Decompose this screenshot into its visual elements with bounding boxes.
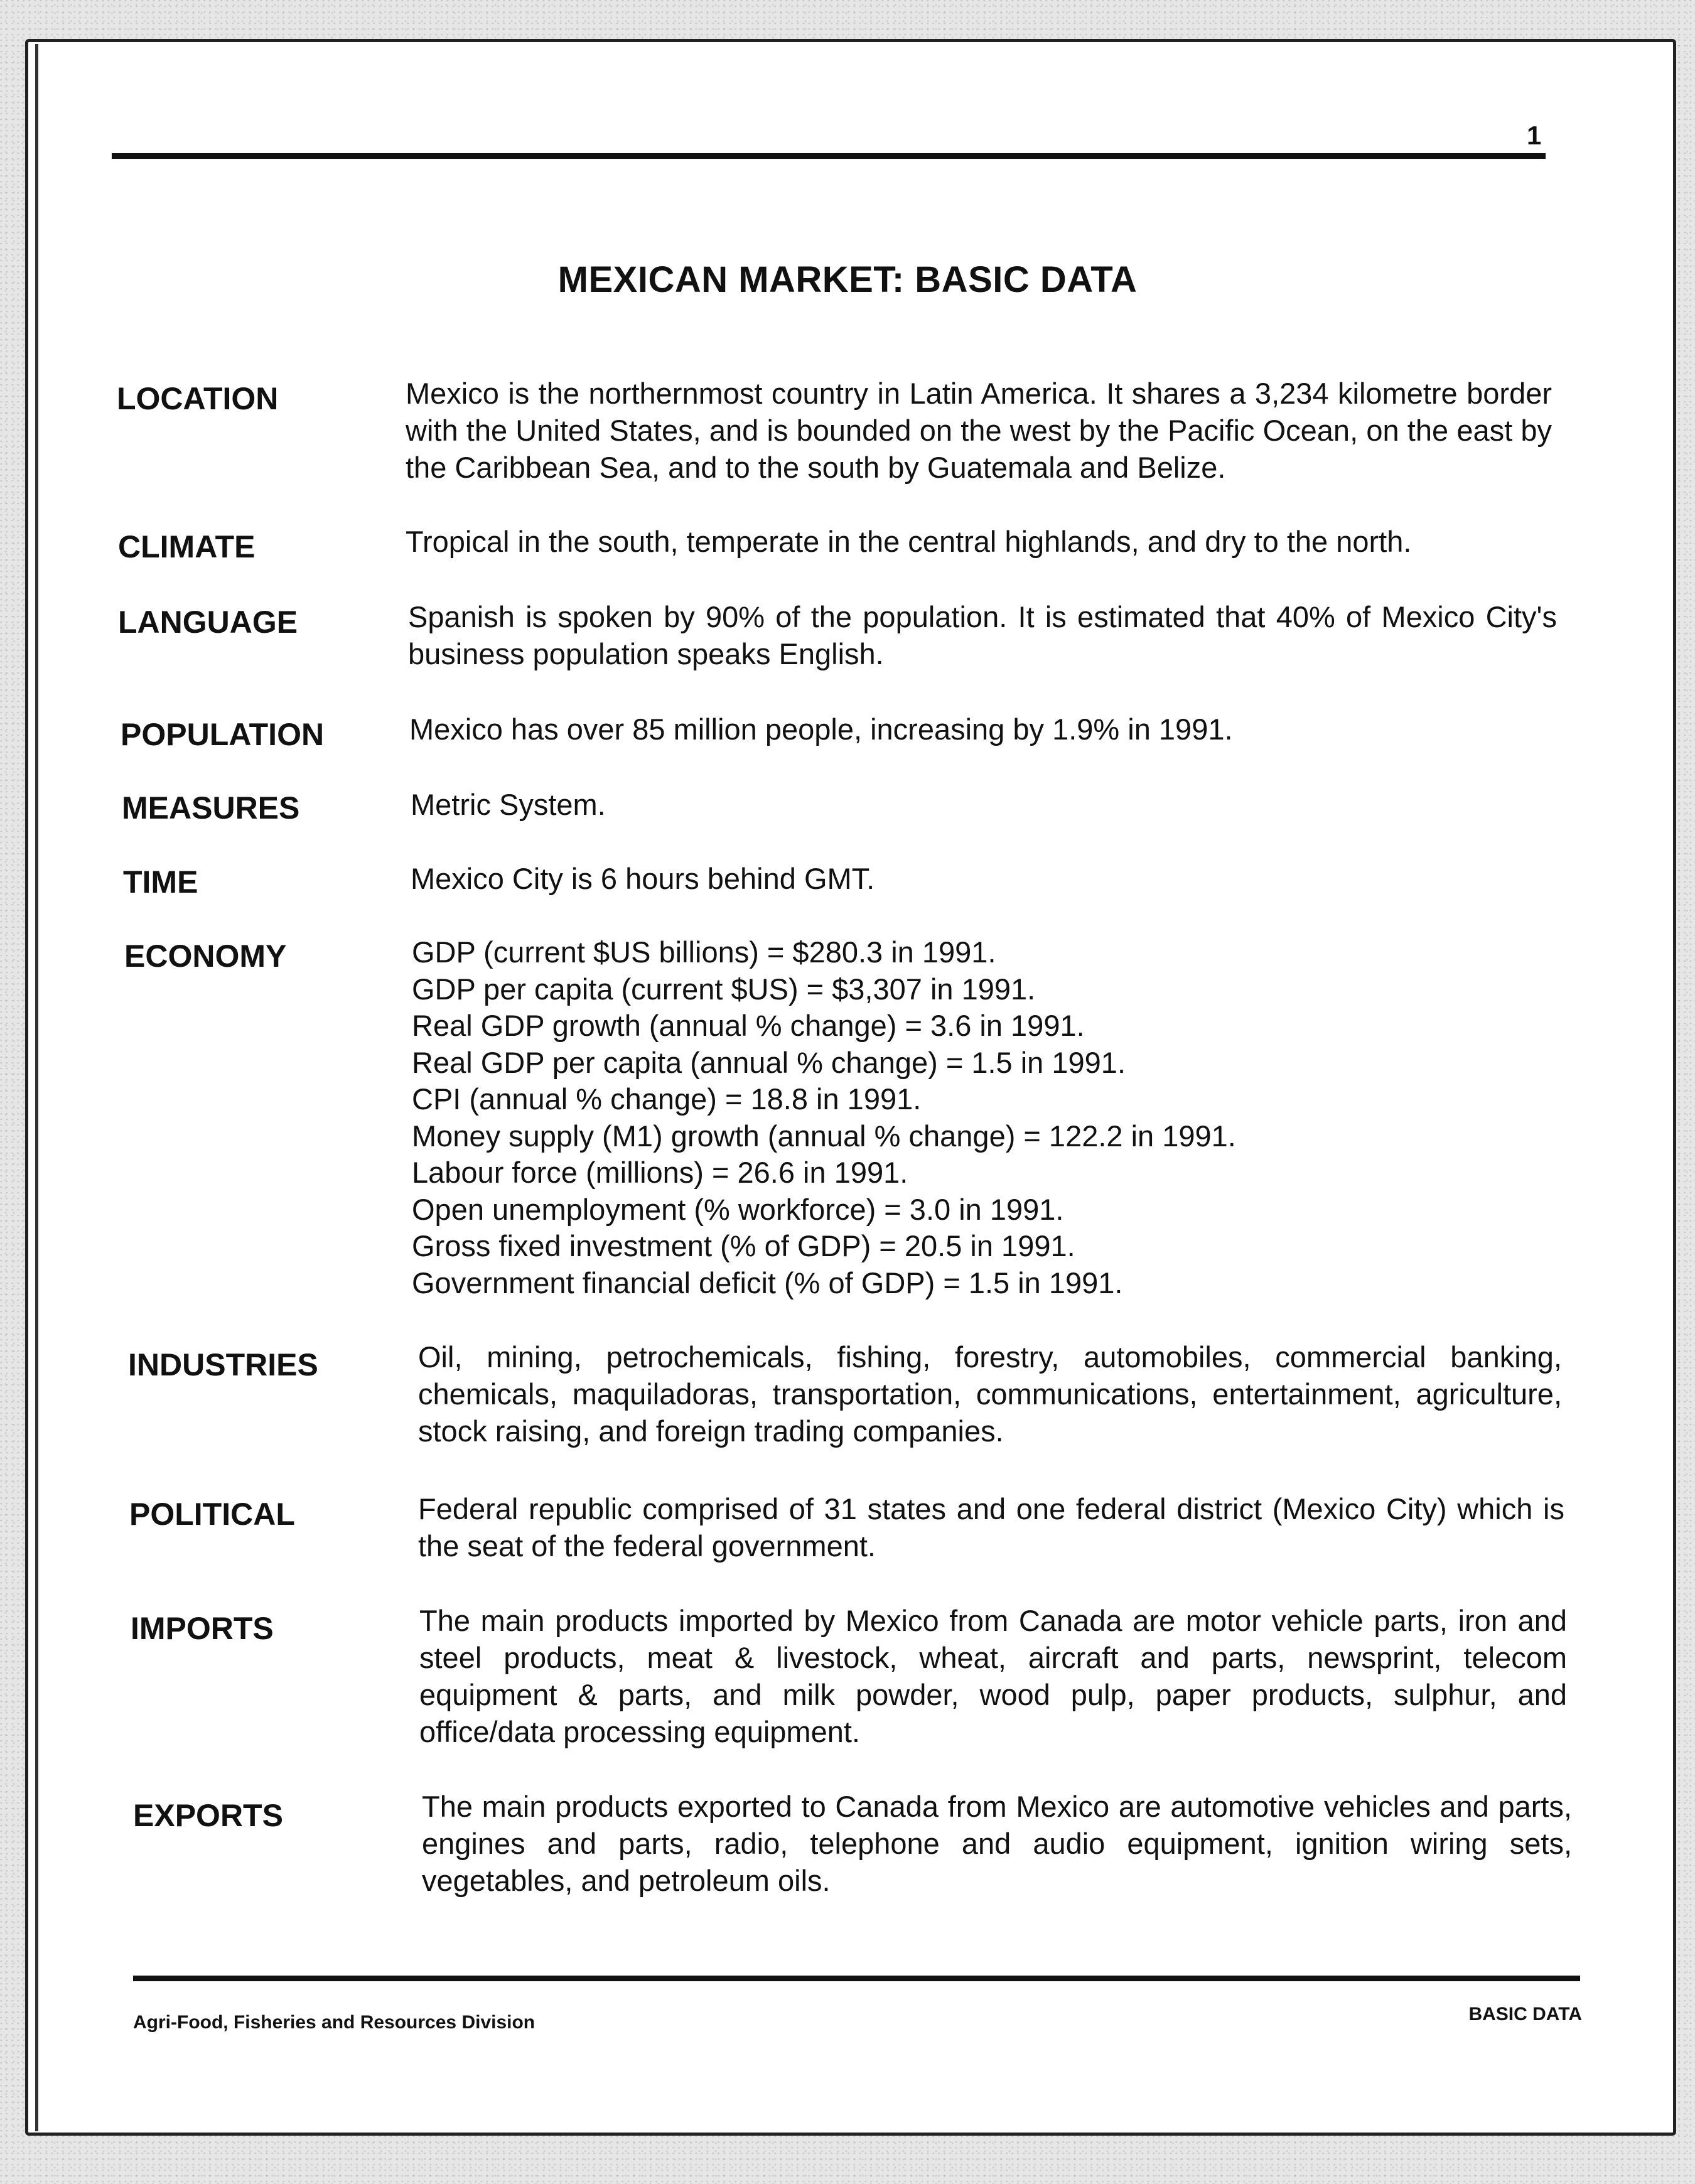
- binding-edge: [35, 44, 38, 2131]
- section-label-political: POLITICAL: [129, 1497, 295, 1532]
- section-label-climate: CLIMATE: [118, 529, 256, 564]
- economy-line: Gross fixed investment (% of GDP) = 20.5 in 1991.: [412, 1229, 1075, 1262]
- section-label-language: LANGUAGE: [118, 605, 298, 640]
- economy-line: GDP per capita (current $US) = $3,307 in 1991.: [412, 972, 1036, 1006]
- section-text-measures: Metric System.: [411, 788, 606, 821]
- section-text-political: Federal republic comprised of 31 states and one federal district (Mexico City) which is the seat of the federal government.: [418, 1492, 1564, 1563]
- economy-line: CPI (annual % change) = 18.8 in 1991.: [412, 1082, 922, 1116]
- economy-line: Open unemployment (% workforce) = 3.0 in 1991.: [412, 1192, 1064, 1226]
- section-label-imports: IMPORTS: [131, 1611, 274, 1646]
- page-number: 1: [1527, 121, 1542, 150]
- economy-line: Labour force (millions) = 26.6 in 1991.: [412, 1156, 908, 1189]
- section-text-location: Mexico is the northernmost country in Latin America. It shares a 3,234 kilometre border with the United States, and is bounded on the west by the Pacific Ocean, on the east by the Caribbean Sea, and to the south by Guatemala and Belize.: [406, 377, 1552, 484]
- economy-line: GDP (current $US billions) = $280.3 in 1991.: [412, 935, 996, 969]
- section-text-language: Spanish is spoken by 90% of the population. It is estimated that 40% of Mexico City's business population speaks English.: [408, 600, 1557, 670]
- page-title: MEXICAN MARKET: BASIC DATA: [557, 259, 1138, 300]
- section-text-exports: The main products exported to Canada from Mexico are automotive vehicles and parts, engines and parts, radio, telephone and audio equipment, ignition wiring sets, vegetables, and petroleum oils.: [422, 1790, 1572, 1897]
- section-label-industries: INDUSTRIES: [128, 1347, 318, 1382]
- section-label-exports: EXPORTS: [133, 1798, 283, 1833]
- section-text-industries: Oil, mining, petrochemicals, fishing, forestry, automobiles, commercial banking, chemicals, maquiladoras, transportation, communications, entertainment, agriculture, stock raising, and foreign trading companies.: [418, 1340, 1562, 1448]
- section-text-population: Mexico has over 85 million people, increasing by 1.9% in 1991.: [409, 713, 1233, 746]
- section-text-climate: Tropical in the south, temperate in the central highlands, and dry to the north.: [406, 525, 1412, 558]
- section-label-economy: ECONOMY: [124, 939, 287, 974]
- header-rule: [112, 153, 1546, 159]
- section-label-measures: MEASURES: [122, 790, 300, 826]
- section-label-location: LOCATION: [117, 381, 279, 416]
- economy-indicators: [412, 934, 1561, 1301]
- section-text-time: Mexico City is 6 hours behind GMT.: [411, 862, 875, 895]
- economy-line: Government financial deficit (% of GDP) = 1.5 in 1991.: [412, 1266, 1123, 1299]
- footer-division: Agri-Food, Fisheries and Resources Division: [133, 2012, 535, 2033]
- section-label-population: POPULATION: [121, 717, 325, 752]
- footer-section-name: BASIC DATA: [1468, 2004, 1582, 2025]
- footer-rule: [133, 1976, 1580, 1981]
- economy-line: Money supply (M1) growth (annual % change) = 122.2 in 1991.: [412, 1119, 1236, 1153]
- economy-line: Real GDP growth (annual % change) = 3.6 in 1991.: [412, 1009, 1085, 1042]
- economy-line: Real GDP per capita (annual % change) = 1.5 in 1991.: [412, 1045, 1126, 1079]
- section-label-time: TIME: [123, 864, 198, 900]
- section-text-imports: The main products imported by Mexico from Canada are motor vehicle parts, iron and steel products, meat & livestock, wheat, aircraft and parts, newsprint, telecom equipment & parts, and milk powder, wood pulp, paper products, sulphur, and office/data processing equipment.: [419, 1604, 1567, 1748]
